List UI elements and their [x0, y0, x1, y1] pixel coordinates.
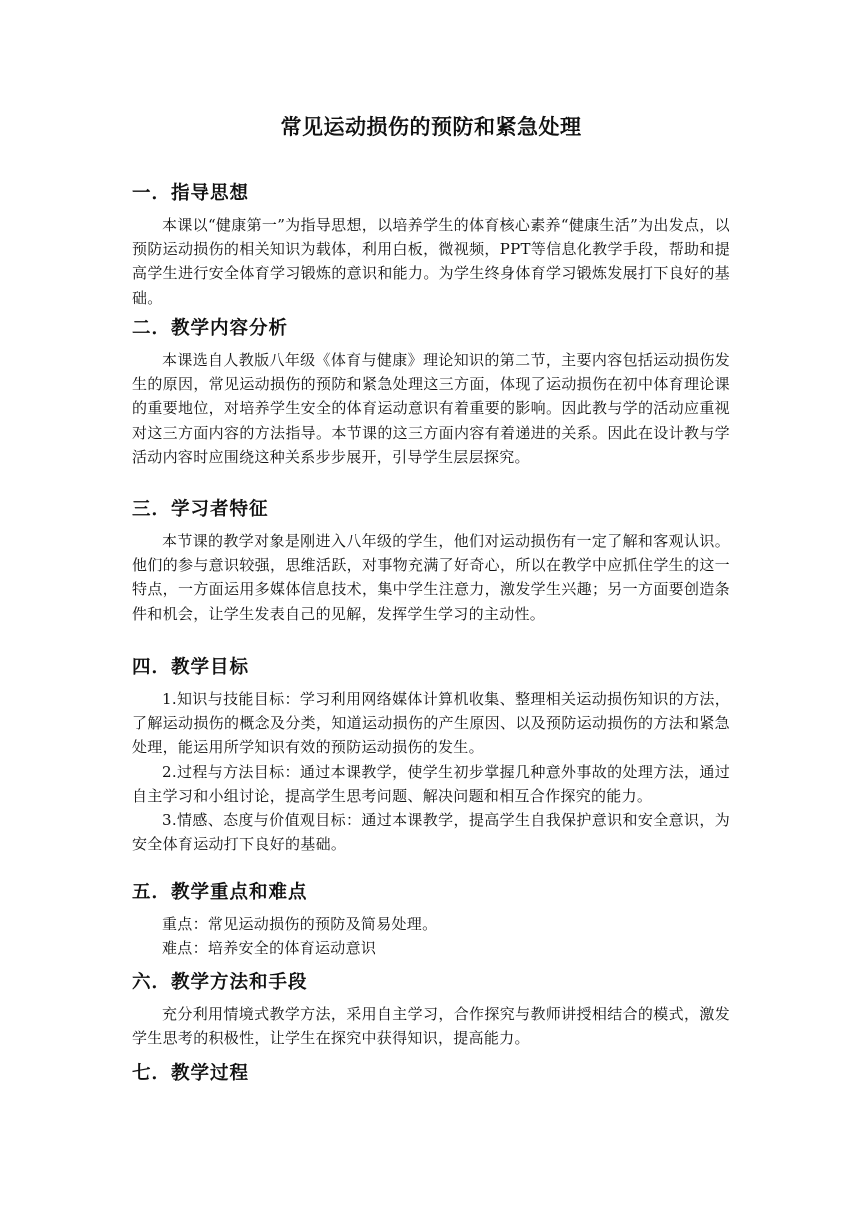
section-paragraph: 本课以“健康第一”为指导思想，以培养学生的体育核心素养“健康生活”为出发点，以预防运动损伤的相关知识为载体，利用白板，微视频，PPT等信息化教学手段，帮助和提高学生进行安全体育学习锻炼的意识和能力。为学生终身体育学习锻炼发展打下良好的基础。: [132, 216, 730, 307]
difficult-point-line: 难点：培养安全的体育运动意识: [162, 939, 377, 958]
section-heading: 五．教学重点和难点: [132, 882, 308, 903]
section-heading: 六．教学方法和手段: [132, 972, 308, 993]
section-learner-characteristics: [132, 497, 730, 626]
section-paragraph: 本节课的教学对象是刚进入八年级的学生，他们对运动损伤有一定了解和客观认识。他们的参与意识较强，思维活跃，对事物充满了好奇心，所以在教学中应抓住学生的这一特点，一方面运用多媒体信息技术，集中学生注意力，激发学生兴趣；另一方面要创造条件和机会，让学生发表自己的见解，发挥学生学习的主动性。: [132, 532, 730, 623]
section-paragraph: 本课选自人教版八年级《体育与健康》理论知识的第二节，主要内容包括运动损伤发生的原因，常见运动损伤的预防和紧急处理这三方面，体现了运动损伤在初中体育理论课的重要地位，对培养学生安全的体育运动意识有着重要的影响。因此教与学的活动应重视对这三方面内容的方法指导。本节课的这三方面内容有着递进的关系。因此在设计教与学活动内容时应围绕这种关系步步展开，引导学生层层探究。: [132, 351, 730, 466]
section-paragraph: 充分利用情境式教学方法，采用自主学习，合作探究与教师讲授相结合的模式，激发学生思考的积极性，让学生在探究中获得知识，提高能力。: [132, 1005, 730, 1048]
key-point-line: 重点：常见运动损伤的预防及简易处理。: [162, 915, 438, 933]
section-heading: 一．指导思想: [132, 183, 250, 204]
section-teaching-process: [132, 1061, 730, 1093]
section-heading: 七．教学过程: [132, 1063, 250, 1084]
section-heading: 三．学习者特征: [132, 499, 269, 520]
section-key-points: [132, 880, 730, 960]
section-heading: 二．教学内容分析: [132, 318, 289, 339]
section-teaching-methods: [132, 970, 730, 1050]
goal-knowledge-skills: 1.知识与技能目标：学习利用网络媒体计算机收集、整理相关运动损伤知识的方法，了解运动损伤的概念及分类，知道运动损伤的产生原因、以及预防运动损伤的方法和紧急处理，能运用所学知识有效的预防运动损伤的发生。: [132, 690, 730, 757]
section-heading: 四．教学目标: [132, 657, 250, 678]
section-guiding-thought: [132, 181, 730, 310]
goal-process-methods: 2.过程与方法目标：通过本课教学，使学生初步掌握几种意外事故的处理方法，通过自主学习和小组讨论，提高学生思考问题、解决问题和相互合作探究的能力。: [132, 762, 730, 805]
section-content-analysis: [132, 316, 730, 469]
section-teaching-goals: [132, 655, 730, 856]
goal-emotion-attitude: 3.情感、态度与价值观目标：通过本课教学，提高学生自我保护意识和安全意识，为安全体育运动打下良好的基础。: [132, 811, 730, 854]
document-title: 常见运动损伤的预防和紧急处理: [280, 115, 582, 139]
